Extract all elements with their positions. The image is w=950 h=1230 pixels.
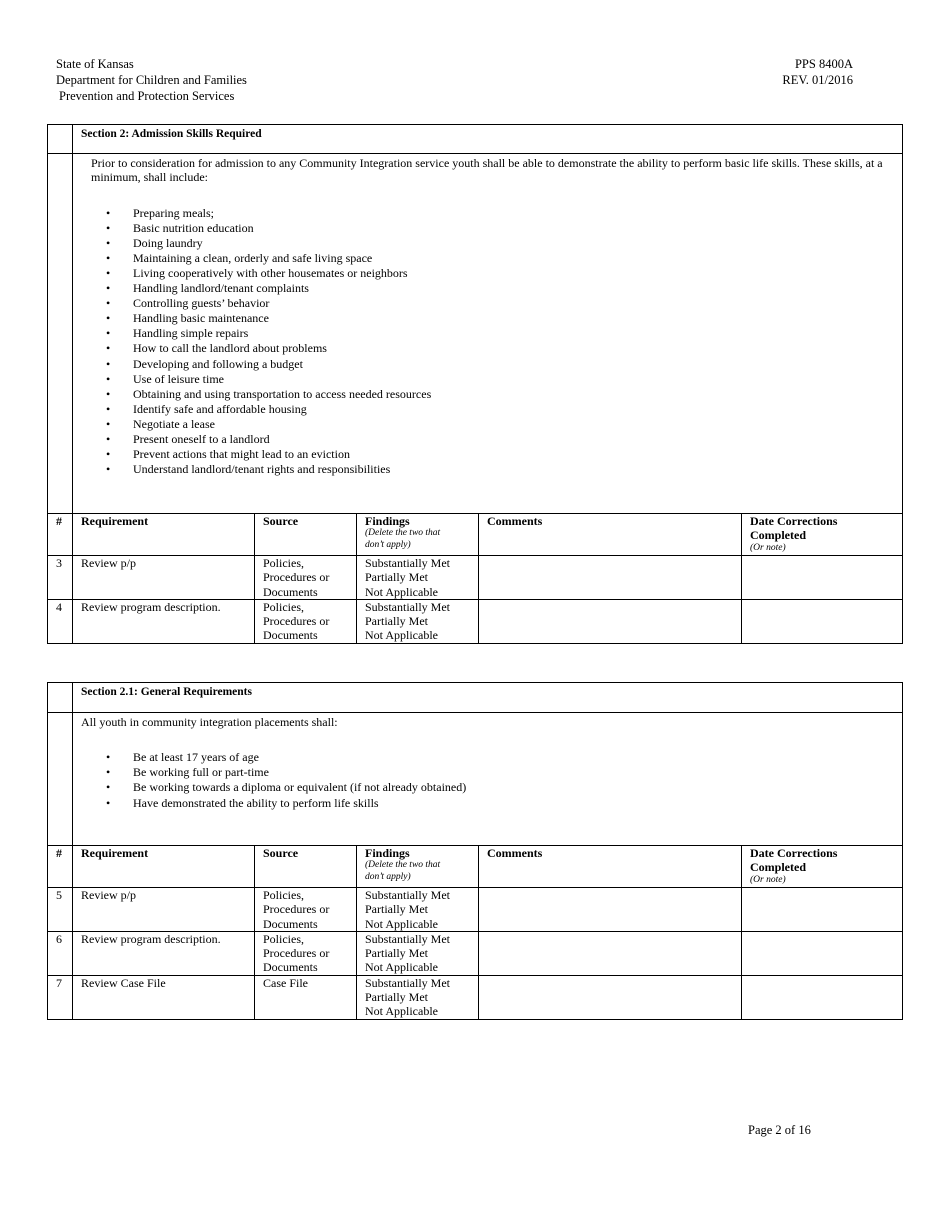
skill-item: • Use of leisure time bbox=[81, 372, 894, 387]
table-header-row bbox=[48, 514, 903, 556]
section-2-rows bbox=[48, 556, 903, 644]
col-requirement-header: Requirement bbox=[73, 846, 255, 888]
row-number: 7 bbox=[48, 975, 73, 1019]
findings-option: Not Applicable bbox=[365, 916, 438, 931]
section-2-intro: Prior to consideration for admission to any Community Integration service youth shall be able to demonstrate the ability to perform basic life skills. These skills, at a minimum, shall include: bbox=[91, 156, 883, 185]
col-findings-header bbox=[357, 846, 479, 888]
skill-item: • Living cooperatively with other housemates or neighbors bbox=[81, 266, 894, 281]
source-line: Policies, bbox=[263, 556, 304, 570]
findings-option: Substantially Met bbox=[365, 975, 450, 990]
source-line: Documents bbox=[263, 916, 318, 931]
findings-option: Not Applicable bbox=[365, 1004, 438, 1019]
source-line: Documents bbox=[263, 628, 318, 643]
date-label-line2: Completed bbox=[750, 860, 806, 875]
requirement-cell: Review program description. bbox=[73, 599, 255, 643]
table-row bbox=[48, 931, 903, 975]
skill-item: • Handling simple repairs bbox=[81, 326, 894, 341]
findings-cell[interactable] bbox=[357, 556, 479, 600]
table-row bbox=[48, 599, 903, 643]
section-2-title-cell bbox=[73, 125, 903, 154]
requirement-item: • Have demonstrated the ability to perform life skills bbox=[81, 796, 894, 811]
source-line: Procedures or bbox=[263, 902, 330, 917]
section-2-1-intro: All youth in community integration placements shall: bbox=[81, 715, 338, 729]
col-num-header: # bbox=[48, 846, 73, 888]
source-line: Documents bbox=[263, 584, 318, 599]
section-2-1-body bbox=[73, 713, 903, 846]
section-2-1-title-cell bbox=[73, 683, 903, 713]
source-line: Policies, bbox=[263, 599, 304, 614]
findings-cell[interactable] bbox=[357, 975, 479, 1019]
source-cell bbox=[255, 975, 357, 1019]
requirements-list bbox=[81, 750, 894, 810]
requirement-item: • Be at least 17 years of age bbox=[81, 750, 894, 765]
date-label-line2: Completed bbox=[750, 528, 806, 543]
comments-cell[interactable] bbox=[479, 975, 742, 1019]
findings-option: Partially Met bbox=[365, 902, 428, 917]
findings-label: Findings bbox=[365, 514, 410, 528]
findings-option: Substantially Met bbox=[365, 888, 450, 902]
skill-item: • Developing and following a budget bbox=[81, 357, 894, 372]
comments-cell[interactable] bbox=[479, 599, 742, 643]
findings-note-line2: don’t apply) bbox=[365, 871, 411, 882]
skill-item: • Understand landlord/tenant rights and responsibilities bbox=[81, 462, 894, 477]
section-2-table bbox=[47, 124, 903, 644]
source-line: Policies, bbox=[263, 888, 304, 902]
date-corrections-cell[interactable] bbox=[742, 975, 903, 1019]
requirement-cell: Review Case File bbox=[73, 975, 255, 1019]
date-note: (Or note) bbox=[750, 874, 786, 885]
col-num-header: # bbox=[48, 514, 73, 556]
col-requirement-header: Requirement bbox=[73, 514, 255, 556]
row-number: 3 bbox=[48, 556, 73, 600]
source-cell bbox=[255, 931, 357, 975]
row-number: 4 bbox=[48, 599, 73, 643]
findings-cell[interactable] bbox=[357, 931, 479, 975]
requirement-cell: Review p/p bbox=[73, 888, 255, 932]
source-line: Documents bbox=[263, 960, 318, 975]
col-comments-header: Comments bbox=[479, 846, 742, 888]
section-2-1-table bbox=[47, 682, 903, 1020]
findings-option: Partially Met bbox=[365, 570, 428, 585]
col-source-header: Source bbox=[255, 846, 357, 888]
col-date-header bbox=[742, 846, 903, 888]
date-corrections-cell[interactable] bbox=[742, 931, 903, 975]
col-findings-header bbox=[357, 514, 479, 556]
findings-option: Substantially Met bbox=[365, 931, 450, 946]
requirement-item: • Be working towards a diploma or equivalent (if not already obtained) bbox=[81, 780, 894, 795]
skill-item: • Identify safe and affordable housing bbox=[81, 402, 894, 417]
requirement-item: • Be working full or part-time bbox=[81, 765, 894, 780]
requirement-cell: Review program description. bbox=[73, 931, 255, 975]
table-header-row bbox=[48, 846, 903, 888]
table-row bbox=[48, 556, 903, 600]
skills-list bbox=[81, 206, 894, 478]
source-line: Procedures or bbox=[263, 570, 330, 585]
section-2-1-title: Section 2.1: General Requirements bbox=[81, 686, 252, 698]
date-note: (Or note) bbox=[750, 542, 786, 553]
date-corrections-cell[interactable] bbox=[742, 888, 903, 932]
skill-item: • Present oneself to a landlord bbox=[81, 432, 894, 447]
findings-option: Not Applicable bbox=[365, 628, 438, 643]
findings-note-line1: (Delete the two that bbox=[365, 528, 441, 539]
date-label-line1: Date Corrections bbox=[750, 514, 838, 528]
findings-cell[interactable] bbox=[357, 599, 479, 643]
findings-option: Not Applicable bbox=[365, 960, 438, 975]
section-2-blank-cell bbox=[48, 125, 73, 154]
findings-option: Partially Met bbox=[365, 990, 428, 1005]
source-line: Case File bbox=[263, 975, 308, 990]
findings-option: Substantially Met bbox=[365, 556, 450, 570]
findings-option: Not Applicable bbox=[365, 584, 438, 599]
skill-item: • Obtaining and using transportation to access needed resources bbox=[81, 387, 894, 402]
findings-note-line2: don’t apply) bbox=[365, 539, 411, 550]
state-name: State of Kansas bbox=[56, 57, 134, 71]
col-source-header: Source bbox=[255, 514, 357, 556]
agency-header bbox=[56, 56, 247, 104]
revision-date: REV. 01/2016 bbox=[782, 73, 853, 87]
form-id-header bbox=[782, 56, 853, 88]
division-name: Prevention and Protection Services bbox=[59, 89, 235, 103]
skill-item: • Controlling guests’ behavior bbox=[81, 296, 894, 311]
col-date-header bbox=[742, 514, 903, 556]
skill-item: • How to call the landlord about problems bbox=[81, 341, 894, 356]
form-number: PPS 8400A bbox=[794, 57, 853, 71]
findings-option: Partially Met bbox=[365, 614, 428, 629]
row-number: 6 bbox=[48, 931, 73, 975]
comments-cell[interactable] bbox=[479, 888, 742, 932]
source-cell bbox=[255, 888, 357, 932]
date-corrections-cell[interactable] bbox=[742, 599, 903, 643]
skill-item: • Handling basic maintenance bbox=[81, 311, 894, 326]
source-cell bbox=[255, 556, 357, 600]
section-2-body bbox=[73, 154, 903, 514]
findings-option: Substantially Met bbox=[365, 599, 450, 614]
section-2-1-blank-cell bbox=[48, 683, 73, 713]
skill-item: • Doing laundry bbox=[81, 236, 894, 251]
comments-cell[interactable] bbox=[479, 931, 742, 975]
findings-cell[interactable] bbox=[357, 888, 479, 932]
col-comments-header: Comments bbox=[479, 514, 742, 556]
date-corrections-cell[interactable] bbox=[742, 556, 903, 600]
date-label-line1: Date Corrections bbox=[750, 846, 838, 860]
skill-item: • Maintaining a clean, orderly and safe living space bbox=[81, 251, 894, 266]
requirement-cell: Review p/p bbox=[73, 556, 255, 600]
skill-item: • Preparing meals; bbox=[81, 206, 894, 221]
skill-item: • Basic nutrition education bbox=[81, 221, 894, 236]
department-name: Department for Children and Families bbox=[56, 73, 247, 87]
findings-option: Partially Met bbox=[365, 946, 428, 961]
skill-item: • Prevent actions that might lead to an eviction bbox=[81, 447, 894, 462]
findings-note-line1: (Delete the two that bbox=[365, 860, 441, 871]
section-2-1-rows bbox=[48, 888, 903, 1020]
source-line: Procedures or bbox=[263, 614, 330, 629]
section-2-blank-cell bbox=[48, 154, 73, 514]
section-2-1-blank-cell bbox=[48, 713, 73, 846]
page-number: Page 2 of 16 bbox=[748, 1123, 811, 1137]
skill-item: • Handling landlord/tenant complaints bbox=[81, 281, 894, 296]
row-number: 5 bbox=[48, 888, 73, 932]
skill-item: • Negotiate a lease bbox=[81, 417, 894, 432]
comments-cell[interactable] bbox=[479, 556, 742, 600]
table-row bbox=[48, 975, 903, 1019]
table-row bbox=[48, 888, 903, 932]
source-line: Policies, bbox=[263, 931, 304, 946]
source-line: Procedures or bbox=[263, 946, 330, 961]
findings-label: Findings bbox=[365, 846, 410, 860]
source-cell bbox=[255, 599, 357, 643]
section-2-title: Section 2: Admission Skills Required bbox=[81, 128, 262, 140]
